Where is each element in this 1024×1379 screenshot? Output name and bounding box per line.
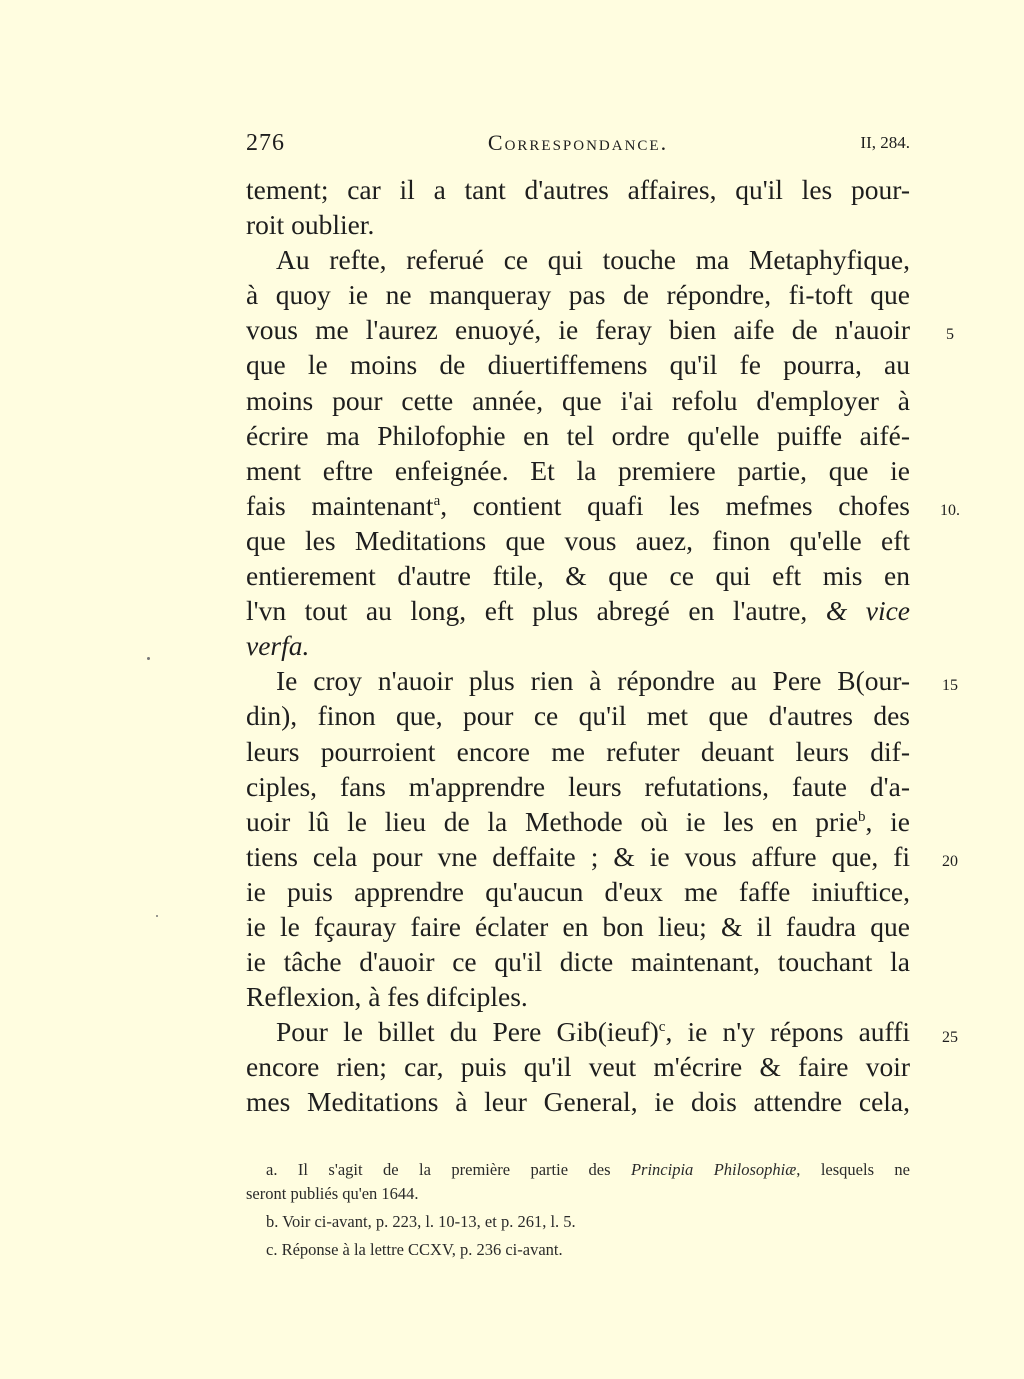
text-line: que les Meditations que vous auez, finon qu'elle eft [246,524,910,556]
footnote-a [246,1158,910,1182]
line-number: 15 [942,677,958,694]
text-line: moins pour cette année, que i'ai refolu d'employer à [246,384,910,416]
text-line: mes Meditations à leur General, ie dois attendre cela, [246,1086,910,1118]
running-title: Correspondance. [487,130,669,155]
footnotes [246,1158,910,1262]
running-header [246,130,910,160]
paper-speck [147,657,150,660]
footnote-marker-b: b [858,808,866,825]
line-start: uoir lû le lieu de la Methode où ie les en prie [246,805,859,837]
footnote-a-title: Principia Philosophiæ [630,1160,797,1179]
text-line: verfa. [246,630,310,662]
footnote-b: b. Voir ci-avant, p. 223, l. 10-13, et p. 261, l. 5. [266,1212,576,1231]
text-line [246,488,910,523]
text-line: vous me l'aurez enuoyé, ie feray bien aife de n'auoir [246,314,910,346]
text-line: ie tâche d'auoir ce qu'il dicte maintenant, touchant la [246,946,910,978]
line-number: 5 [946,326,954,343]
page-number: 276 [246,130,285,156]
text-line: Reflexion, à fes difciples. [246,981,528,1013]
line-number: 25 [942,1029,958,1046]
footnote-c: c. Réponse à la lettre CCXV, p. 236 ci-avant. [266,1240,563,1259]
line-start: Pour le billet du Pere Gib(ieuf) [276,1016,659,1048]
footnote-marker-c: c [658,1019,666,1036]
text-line: ie puis apprendre qu'aucun d'eux me faffe iniuftice, [246,875,910,907]
text-line: que le moins de diuertiffemens qu'il fe pourra, au [246,349,910,381]
paper-speck [156,915,158,917]
line-number: 20 [942,853,958,870]
text-line: ment eftre enfeignée. Et la premiere partie, que ie [246,454,910,486]
text-line: écrire ma Philofophie en tel ordre qu'elle puiffe aifé- [246,419,910,451]
text-line: ie le fçauray faire éclater en bon lieu; & il faudra que [246,910,910,942]
text-line: entierement d'autre ftile, & que ce qui eft mis en [246,560,910,592]
edition-reference: II, 284. [860,133,910,152]
line-end: , ie [865,805,910,837]
text-line: encore rien; car, puis qu'il veut m'écrire & faire voir [246,1051,910,1083]
text-line: din), finon que, pour ce qu'il met que d'autres des [246,700,910,732]
text-line: leurs pourroient encore me refuter deuant leurs dif- [246,735,910,767]
line-start: l'vn tout au long, eft plus abregé en l'autre, [246,595,808,627]
text-line: à quoy ie ne manqueray pas de répondre, fi-toft que [246,279,910,311]
letter-body [246,172,910,1120]
footnote-marker-a: a [433,492,441,509]
text-line [246,593,910,628]
footnote-a-text: a. Il s'agit de la première partie des [266,1160,611,1179]
text-line [246,804,910,839]
line-number: 10. [940,502,960,519]
footnote-a-end: , lesquels ne [796,1160,911,1179]
italic-phrase: & vice [825,595,910,627]
text-line: ciples, fans m'apprendre leurs refutations, faute d'a- [246,770,910,802]
text-line: roit oublier. [246,209,375,241]
text-line [246,1014,910,1049]
line-start: fais maintenant [246,489,434,521]
text-line: tiens cela pour vne deffaite ; & ie vous affure que, fi [246,840,910,872]
text-line: Ie croy n'auoir plus rien à répondre au Pere B(our- [276,665,910,697]
text-line: Au refte, referué ce qui touche ma Metaphyfique, [276,244,910,276]
line-end: , contient quafi les mefmes chofes [440,489,910,521]
footnote-a-continued: seront publiés qu'en 1644. [246,1184,419,1203]
line-end: , ie n'y répons auffi [665,1016,911,1048]
text-line: tement; car il a tant d'autres affaires, qu'il les pour- [246,174,910,205]
